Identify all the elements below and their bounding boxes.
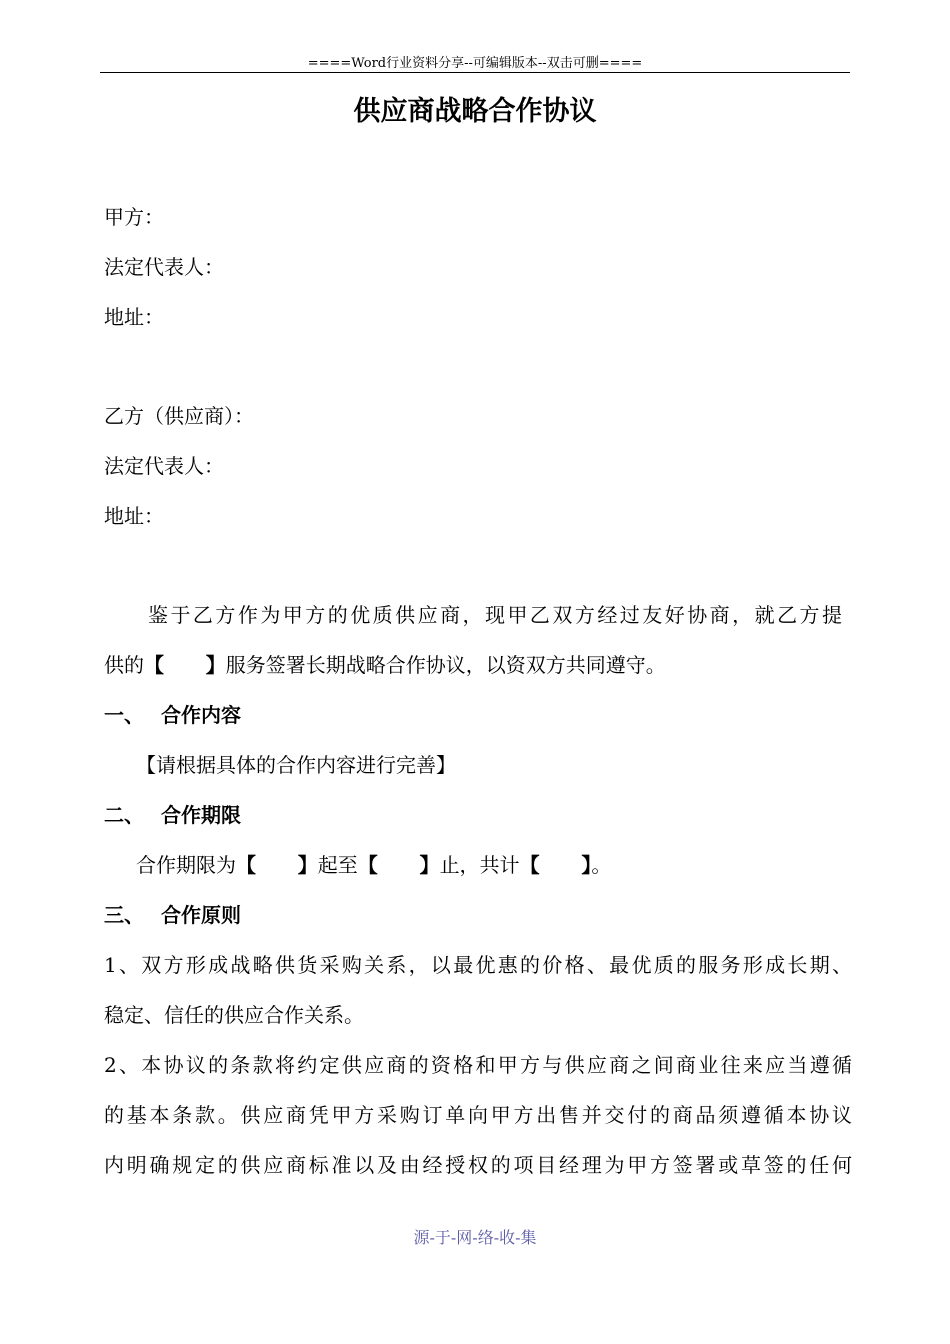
- principle-2-line-3: 内明确规定的供应商标准以及由经授权的项目经理为甲方签署或草签的任何: [104, 1153, 852, 1177]
- section-1-number: 一、: [104, 703, 144, 727]
- principle-1-line-1: 1、双方形成战略供货采购关系，以最优惠的价格、最优质的服务形成长期、: [104, 953, 852, 977]
- term-mid-1: 起至: [317, 853, 358, 877]
- party-b-label: 乙方（供应商）：: [104, 404, 254, 428]
- principle-1-line-2: 稳定、信任的供应合作关系。: [104, 1003, 364, 1027]
- header-rule: [100, 72, 850, 73]
- principle-2-line-1: 2、本协议的条款将约定供应商的资格和甲方与供应商之间商业往来应当遵循: [104, 1053, 852, 1077]
- party-a-rep-label: 法定代表人：: [104, 255, 224, 279]
- page-header: ====Word行业资料分享--可编辑版本--双击可删====: [307, 56, 643, 71]
- preamble-line-2: [104, 650, 852, 680]
- term-total-bracket: 【 】: [519, 853, 592, 877]
- preamble-prefix: 供的: [104, 653, 144, 677]
- page-footer: 源-于-网-络-收-集: [413, 1228, 537, 1247]
- term-start-bracket: 【 】: [236, 853, 318, 877]
- section-3-title: 合作原则: [161, 903, 241, 927]
- principle-2-line-2: 的基本条款。供应商凭甲方采购订单向甲方出售并交付的商品须遵循本协议: [104, 1103, 852, 1127]
- term-prefix: 合作期限为: [136, 853, 236, 877]
- section-1-title: 合作内容: [161, 703, 241, 727]
- term-end: 。: [591, 853, 612, 877]
- term-end-bracket: 【 】: [357, 853, 440, 877]
- term-mid-2: 止，共计: [439, 853, 520, 877]
- preamble-line-1: 鉴于乙方作为甲方的优质供应商，现甲乙双方经过友好协商，就乙方提: [148, 603, 842, 627]
- section-3-number: 三、: [104, 903, 144, 927]
- section-1-body: 【请根据具体的合作内容进行完善】: [136, 753, 456, 777]
- document-title: 供应商战略合作协议: [353, 96, 597, 127]
- section-2-heading: [104, 800, 852, 830]
- party-b-address-label: 地址：: [104, 504, 164, 528]
- section-2-body: [136, 850, 884, 880]
- party-a-address-label: 地址：: [104, 305, 164, 329]
- preamble-suffix: 服务签署长期战略合作协议，以资双方共同遵守。: [225, 653, 666, 677]
- section-3-heading: [104, 900, 852, 930]
- section-2-title: 合作期限: [161, 803, 241, 827]
- section-1-heading: [104, 700, 852, 730]
- party-a-label: 甲方：: [104, 205, 164, 229]
- party-b-rep-label: 法定代表人：: [104, 454, 224, 478]
- service-bracket: 【 】: [144, 653, 226, 677]
- section-2-number: 二、: [104, 803, 144, 827]
